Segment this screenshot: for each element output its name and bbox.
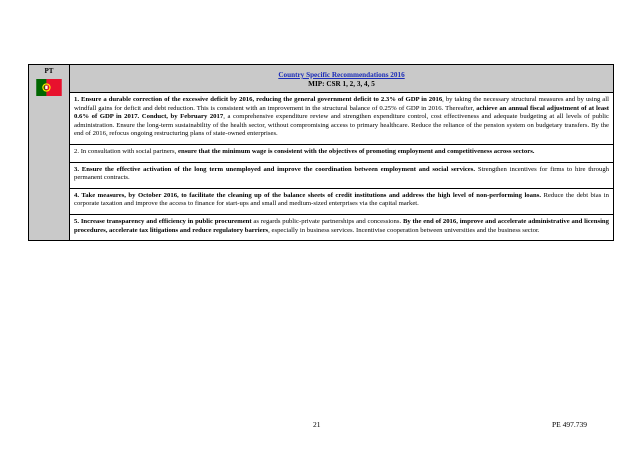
recommendation-3: [70, 162, 614, 188]
country-cell: [29, 65, 70, 241]
portugal-flag-icon: [36, 79, 62, 96]
recommendation-row: [29, 144, 614, 162]
page-title: Country Specific Recommendations 2016: [278, 71, 405, 79]
page-number: 21: [313, 420, 321, 429]
recommendation-5: [70, 214, 614, 240]
bold-text-segment: 5. Increase transparency and efficiency in public procurement: [74, 217, 252, 225]
bold-text-segment: By the end of 2016, improve and accelerate administrative and licensing procedures, accelerate tax litigations and reduce regulatory barriers: [74, 217, 609, 234]
recommendation-4: [70, 188, 614, 214]
header-row: [29, 65, 614, 93]
text-segment: Strengthen incentives for firms to hire through permanent contracts.: [74, 165, 610, 182]
text-segment: 2. In consultation with social partners,: [74, 147, 179, 155]
text-segment: , especially in business services. Incentivise cooperation between universities and the business sector.: [268, 226, 540, 234]
header-cell: [70, 65, 614, 93]
recommendation-row: [29, 214, 614, 240]
document-reference: PE 497.739: [552, 420, 588, 429]
bold-text-segment: ensure that the minimum wage is consistent with the objectives of promoting employment and competitiveness across sectors.: [178, 147, 535, 155]
bold-text-segment: 1. Ensure a durable correction of the excessive deficit by 2016, reducing the general government deficit to 2.3% of GDP in 2016: [74, 96, 443, 103]
text-segment: as regards public-private partnerships and concessions.: [251, 217, 403, 225]
recommendation-1: [70, 93, 614, 145]
recommendation-row: [29, 188, 614, 214]
bold-text-segment: achieve an annual fiscal adjustment of at least 0.6% of GDP in 2017. Conduct, by February 2017: [74, 104, 609, 121]
bold-text-segment: 3. Ensure the effective activation of the long term unemployed and improve the coordination between employment and social services.: [74, 165, 476, 173]
page-subtitle: MIP: CSR 1, 2, 3, 4, 5: [308, 80, 375, 88]
text-segment: , by taking the necessary structural measures and by using all windfall gains for deficit and debt reduction. This is consistent with an improvement in the structural balance of 0.25% of GDP in 2016. Thereafter,: [74, 96, 609, 112]
recommendations-table: [28, 64, 614, 241]
recommendation-row: [29, 162, 614, 188]
text-segment: , a comprehensive expenditure review and strengthen expenditure control, cost effectiveness and adequate budgeting at all levels of public administration. Ensure the long-term sustainability of the health sector, without compromising access to primary healthcare. Reduce the reliance of the pension system on budgetary transfers. By the end of 2016, refocus ongoing restructuring plans of state-owned enterprises.: [74, 113, 609, 138]
bold-text-segment: 4. Take measures, by October 2016, to facilitate the cleaning up of the balance sheets of credit institutions and address the high level of non-performing loans.: [74, 191, 541, 199]
text-segment: Reduce the debt bias in corporate taxation and improve the access to finance for start-ups and small and medium-sized enterprises via the capital market.: [74, 191, 609, 208]
country-code: PT: [44, 67, 54, 75]
recommendation-row: [29, 93, 614, 145]
recommendation-2: [70, 144, 614, 162]
